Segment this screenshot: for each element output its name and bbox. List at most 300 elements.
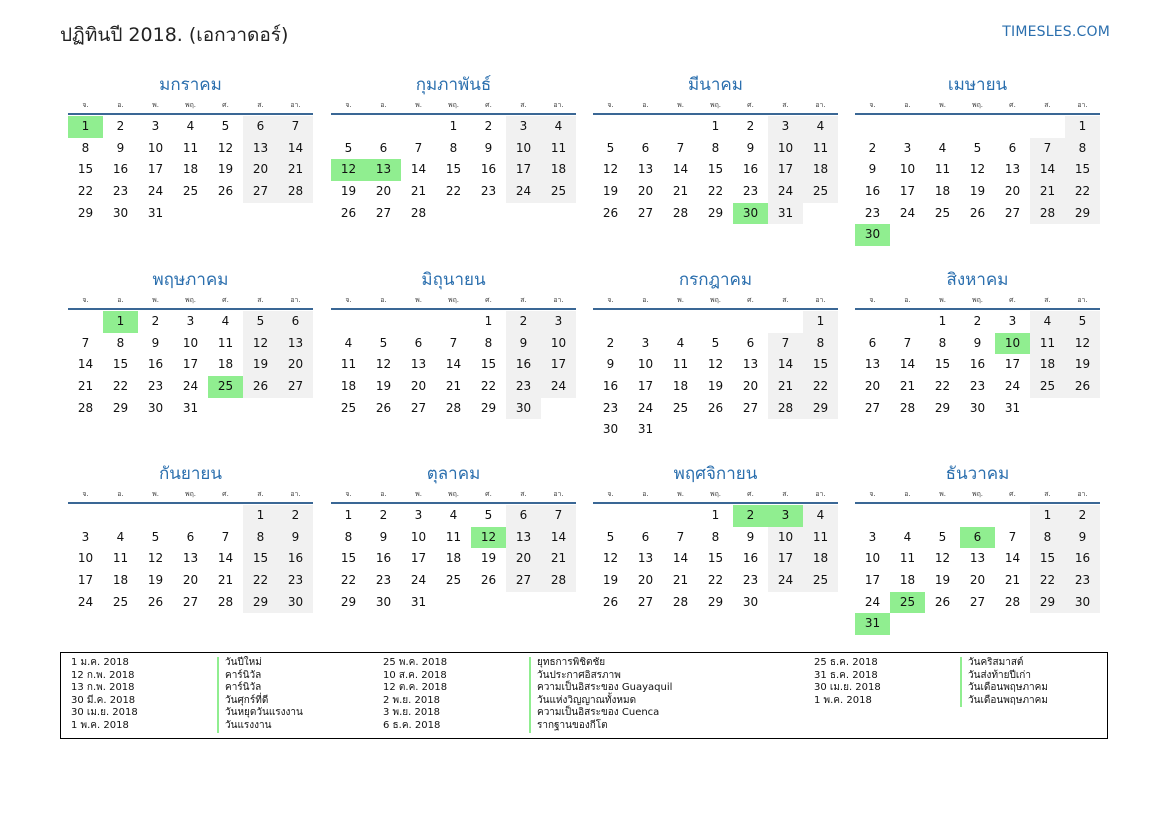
- day-cell: 4: [938, 140, 947, 155]
- month-calendar: [68, 73, 313, 224]
- empty-cell: [995, 505, 1030, 527]
- weekday-label: จ.: [869, 101, 876, 109]
- month-calendar: [68, 462, 313, 613]
- day-cell: 17: [541, 354, 576, 376]
- day-cell: 9: [506, 333, 541, 355]
- weekday-label: พ.: [415, 296, 422, 304]
- day-cell: 26: [147, 594, 164, 609]
- day-cell: 14: [1030, 159, 1065, 181]
- day-cell: 3: [1008, 314, 1017, 328]
- weekday-label: อ.: [117, 296, 124, 304]
- day-cell: 25: [1030, 376, 1065, 398]
- day-cell: 6: [506, 505, 541, 527]
- day-grid: [855, 311, 1100, 419]
- day-cell: 27: [410, 400, 427, 415]
- day-cell: 19: [243, 354, 278, 376]
- empty-cell: [331, 116, 366, 138]
- day-cell: 23: [480, 184, 497, 199]
- day-cell: 21: [445, 379, 462, 394]
- day-cell: 11: [445, 529, 462, 544]
- day-cell: 29: [112, 400, 129, 415]
- day-cell: 24: [77, 594, 94, 609]
- day-cell: 15: [445, 162, 462, 177]
- day-cell: 16: [742, 162, 759, 177]
- weekday-label: อา.: [815, 296, 826, 304]
- empty-cell: [890, 505, 925, 527]
- weekday-label: ส.: [782, 101, 789, 109]
- weekday-label: อ.: [380, 490, 387, 498]
- day-cell: 20: [637, 573, 654, 588]
- day-cell: 16: [112, 162, 129, 177]
- day-cell: 29: [243, 592, 278, 614]
- day-cell: 13: [637, 162, 654, 177]
- day-cell: 24: [182, 379, 199, 394]
- weekday-label: พ.: [152, 296, 159, 304]
- day-cell: 3: [641, 335, 650, 350]
- holiday-column-2: [383, 657, 672, 733]
- day-cell: 24: [899, 205, 916, 220]
- weekday-header: [331, 292, 576, 310]
- day-cell: 4: [1030, 311, 1065, 333]
- day-cell: 7: [1030, 138, 1065, 160]
- holiday-name: วันส่งท้ายปีเก่า: [960, 670, 1031, 683]
- day-cell: 6: [1008, 140, 1017, 155]
- holiday-day-cell: 1: [103, 311, 138, 333]
- day-cell: 20: [1004, 184, 1021, 199]
- weekday-label: อา.: [553, 101, 564, 109]
- weekday-label: พ.: [677, 490, 684, 498]
- day-cell: 12: [375, 357, 392, 372]
- day-cell: 2: [116, 119, 125, 133]
- weekday-label: อ.: [117, 101, 124, 109]
- day-cell: 24: [768, 181, 803, 203]
- day-cell: 14: [445, 357, 462, 372]
- day-cell: 3: [768, 116, 803, 138]
- day-grid: [331, 311, 576, 419]
- weekday-label: อา.: [553, 490, 564, 498]
- empty-cell: [960, 505, 995, 527]
- weekday-label: พ.: [939, 296, 946, 304]
- day-cell: 23: [864, 205, 881, 220]
- day-cell: 11: [672, 357, 689, 372]
- day-cell: 2: [1065, 505, 1100, 527]
- day-cell: 19: [602, 573, 619, 588]
- empty-cell: [208, 505, 243, 527]
- day-cell: 13: [410, 357, 427, 372]
- empty-cell: [68, 311, 103, 333]
- day-cell: 15: [112, 357, 129, 372]
- day-cell: 27: [243, 181, 278, 203]
- holiday-day-cell: 10: [995, 333, 1030, 355]
- day-cell: 13: [969, 551, 986, 566]
- day-cell: 19: [934, 573, 951, 588]
- day-cell: 2: [506, 311, 541, 333]
- day-cell: 22: [112, 379, 129, 394]
- empty-cell: [663, 311, 698, 333]
- weekday-label: ส.: [1044, 296, 1051, 304]
- holiday-list: [60, 652, 1108, 739]
- weekday-label: พฤ.: [447, 296, 460, 304]
- day-cell: 10: [506, 138, 541, 160]
- holiday-name: วันเดือนพฤษภาคม: [960, 695, 1048, 708]
- day-cell: 20: [243, 159, 278, 181]
- day-cell: 28: [278, 181, 313, 203]
- day-cell: 8: [81, 140, 90, 155]
- holiday-entry: [71, 657, 303, 670]
- holiday-column-3: [814, 657, 1048, 707]
- weekday-header: [331, 486, 576, 504]
- day-cell: 5: [151, 529, 160, 544]
- empty-cell: [628, 311, 663, 333]
- page-title: ปฏิทินปี 2018. (เอกวาดอร์): [60, 24, 289, 46]
- day-cell: 12: [969, 162, 986, 177]
- day-cell: 2: [278, 505, 313, 527]
- holiday-date: 6 ธ.ค. 2018: [383, 719, 441, 731]
- holiday-name: วันปีใหม่: [217, 657, 262, 670]
- day-cell: 20: [182, 573, 199, 588]
- day-cell: 27: [1004, 205, 1021, 220]
- day-grid: [68, 311, 313, 419]
- day-cell: 3: [81, 529, 90, 544]
- day-cell: 14: [768, 354, 803, 376]
- day-cell: 15: [707, 162, 724, 177]
- weekday-label: จ.: [869, 296, 876, 304]
- day-cell: 6: [641, 140, 650, 155]
- day-cell: 23: [506, 376, 541, 398]
- day-cell: 6: [243, 116, 278, 138]
- weekday-label: พ.: [152, 490, 159, 498]
- day-cell: 1: [1030, 505, 1065, 527]
- holiday-name: ความเป็นอิสระของ Cuenca: [529, 707, 659, 720]
- weekday-label: พ.: [677, 296, 684, 304]
- holiday-entry: [383, 657, 672, 670]
- weekday-label: จ.: [607, 101, 614, 109]
- day-cell: 7: [768, 333, 803, 355]
- day-cell: 6: [278, 311, 313, 333]
- day-cell: 26: [969, 205, 986, 220]
- weekday-label: ส.: [782, 490, 789, 498]
- day-cell: 20: [969, 573, 986, 588]
- day-cell: 27: [375, 205, 392, 220]
- day-cell: 12: [707, 357, 724, 372]
- holiday-column-1: [71, 657, 303, 733]
- weekday-label: พ.: [415, 101, 422, 109]
- weekday-label: อา.: [815, 490, 826, 498]
- day-cell: 28: [768, 398, 803, 420]
- day-cell: 26: [602, 594, 619, 609]
- day-cell: 19: [602, 184, 619, 199]
- weekday-label: ส.: [257, 296, 264, 304]
- day-cell: 22: [77, 184, 94, 199]
- day-cell: 4: [803, 116, 838, 138]
- weekday-label: อา.: [1077, 490, 1088, 498]
- day-cell: 23: [969, 379, 986, 394]
- holiday-day-cell: 6: [960, 527, 995, 549]
- holiday-entry: [71, 695, 303, 708]
- holiday-name: วันหยุดวันแรงงาน: [217, 707, 303, 720]
- day-cell: 31: [1004, 400, 1021, 415]
- day-cell: 9: [868, 162, 877, 177]
- day-cell: 5: [1065, 311, 1100, 333]
- day-cell: 2: [973, 314, 982, 328]
- empty-cell: [855, 116, 890, 138]
- day-cell: 16: [375, 551, 392, 566]
- day-cell: 23: [375, 573, 392, 588]
- day-cell: 17: [1004, 357, 1021, 372]
- month-name: ธันวาคม: [945, 464, 1010, 484]
- empty-cell: [628, 116, 663, 138]
- day-cell: 9: [606, 357, 615, 372]
- day-cell: 11: [1030, 333, 1065, 355]
- day-cell: 30: [112, 205, 129, 220]
- empty-cell: [855, 505, 890, 527]
- month-name: กรกฎาคม: [678, 270, 753, 290]
- holiday-day-cell: 2: [733, 505, 768, 527]
- day-cell: 21: [672, 573, 689, 588]
- day-cell: 17: [637, 379, 654, 394]
- holiday-date: 1 ม.ค. 2018: [71, 657, 129, 668]
- holiday-entry: [71, 682, 303, 695]
- day-grid: [68, 116, 313, 224]
- day-cell: 15: [934, 357, 951, 372]
- day-cell: 7: [81, 335, 90, 350]
- weekday-label: จ.: [607, 296, 614, 304]
- day-cell: 17: [410, 551, 427, 566]
- weekday-label: อา.: [1077, 101, 1088, 109]
- weekday-label: พฤ.: [184, 296, 197, 304]
- weekday-label: อ.: [117, 490, 124, 498]
- day-cell: 8: [243, 527, 278, 549]
- day-cell: 10: [182, 335, 199, 350]
- day-cell: 16: [147, 357, 164, 372]
- day-cell: 29: [480, 400, 497, 415]
- day-cell: 28: [899, 400, 916, 415]
- month-calendar: [593, 73, 838, 224]
- weekday-label: พ.: [415, 490, 422, 498]
- holiday-date: 30 มี.ค. 2018: [71, 694, 136, 706]
- day-cell: 13: [182, 551, 199, 566]
- weekday-label: ศ.: [485, 101, 492, 109]
- day-cell: 25: [340, 400, 357, 415]
- day-cell: 9: [1065, 527, 1100, 549]
- day-cell: 10: [77, 551, 94, 566]
- weekday-label: อ.: [642, 490, 649, 498]
- day-cell: 25: [803, 570, 838, 592]
- day-cell: 6: [414, 335, 423, 350]
- day-cell: 24: [768, 570, 803, 592]
- day-cell: 20: [864, 379, 881, 394]
- day-grid: [593, 116, 838, 224]
- day-cell: 10: [768, 527, 803, 549]
- holiday-name: วันแรงงาน: [217, 720, 271, 733]
- holiday-name: คาร์นิวัล: [217, 682, 261, 695]
- holiday-name: วันประกาศอิสรภาพ: [529, 670, 621, 683]
- holiday-date: 12 ก.พ. 2018: [71, 669, 135, 681]
- day-cell: 22: [445, 184, 462, 199]
- empty-cell: [103, 505, 138, 527]
- weekday-label: พฤ.: [971, 101, 984, 109]
- day-cell: 22: [480, 379, 497, 394]
- day-cell: 28: [410, 205, 427, 220]
- day-cell: 10: [768, 138, 803, 160]
- day-cell: 28: [77, 400, 94, 415]
- empty-cell: [890, 311, 925, 333]
- day-cell: 25: [112, 594, 129, 609]
- weekday-label: ศ.: [1009, 101, 1016, 109]
- day-cell: 4: [903, 529, 912, 544]
- holiday-entry: [383, 707, 672, 720]
- weekday-label: ส.: [782, 296, 789, 304]
- day-cell: 13: [637, 551, 654, 566]
- weekday-label: ศ.: [1009, 490, 1016, 498]
- day-cell: 15: [1030, 548, 1065, 570]
- day-cell: 16: [742, 551, 759, 566]
- day-cell: 29: [77, 205, 94, 220]
- day-cell: 19: [1065, 354, 1100, 376]
- holiday-date: 25 พ.ค. 2018: [383, 657, 448, 668]
- day-cell: 8: [116, 335, 125, 350]
- day-cell: 10: [541, 333, 576, 355]
- day-cell: 20: [506, 548, 541, 570]
- day-cell: 16: [506, 354, 541, 376]
- day-cell: 11: [182, 140, 199, 155]
- day-cell: 8: [1065, 138, 1100, 160]
- day-cell: 17: [899, 184, 916, 199]
- day-cell: 27: [637, 594, 654, 609]
- day-cell: 7: [414, 140, 423, 155]
- empty-cell: [733, 311, 768, 333]
- day-cell: 31: [768, 203, 803, 225]
- day-cell: 18: [672, 379, 689, 394]
- day-cell: 14: [77, 357, 94, 372]
- day-cell: 27: [637, 205, 654, 220]
- month-name: มีนาคม: [688, 75, 743, 95]
- weekday-label: อ.: [380, 101, 387, 109]
- empty-cell: [855, 311, 890, 333]
- day-cell: 7: [221, 529, 230, 544]
- day-cell: 23: [1065, 570, 1100, 592]
- day-cell: 21: [410, 184, 427, 199]
- day-cell: 27: [969, 594, 986, 609]
- day-cell: 19: [707, 379, 724, 394]
- day-cell: 9: [746, 140, 755, 155]
- weekday-label: พ.: [677, 101, 684, 109]
- day-cell: 5: [221, 119, 230, 133]
- weekday-label: จ.: [82, 490, 89, 498]
- day-cell: 3: [414, 508, 423, 522]
- month-name: กุมภาพันธ์: [415, 75, 492, 95]
- month-calendar: [855, 268, 1100, 419]
- day-cell: 28: [217, 594, 234, 609]
- day-cell: 14: [1004, 551, 1021, 566]
- holiday-date: 1 พ.ค. 2018: [814, 694, 872, 706]
- holiday-name: ความเป็นอิสระของ Guayaquil: [529, 682, 672, 695]
- holiday-day-cell: 12: [471, 527, 506, 549]
- day-cell: 24: [637, 400, 654, 415]
- empty-cell: [768, 311, 803, 333]
- day-cell: 5: [344, 140, 353, 155]
- day-cell: 3: [151, 119, 160, 133]
- day-cell: 27: [278, 376, 313, 398]
- day-cell: 12: [934, 551, 951, 566]
- day-cell: 16: [480, 162, 497, 177]
- holiday-name: ยุทธการพิชิตชัย: [529, 657, 605, 670]
- day-cell: 19: [480, 551, 497, 566]
- weekday-label: ศ.: [747, 490, 754, 498]
- day-cell: 10: [637, 357, 654, 372]
- day-cell: 9: [973, 335, 982, 350]
- holiday-date: 10 ส.ค. 2018: [383, 669, 447, 681]
- weekday-header: [855, 97, 1100, 115]
- weekday-label: อา.: [815, 101, 826, 109]
- day-cell: 22: [340, 573, 357, 588]
- day-cell: 12: [217, 140, 234, 155]
- day-cell: 27: [742, 400, 759, 415]
- day-cell: 11: [340, 357, 357, 372]
- day-cell: 28: [1004, 594, 1021, 609]
- day-cell: 28: [445, 400, 462, 415]
- holiday-name: คาร์นิวัล: [217, 670, 261, 683]
- weekday-label: พฤ.: [184, 101, 197, 109]
- holiday-date: 2 พ.ย. 2018: [383, 694, 440, 706]
- empty-cell: [995, 116, 1030, 138]
- day-cell: 30: [602, 422, 619, 437]
- empty-cell: [401, 116, 436, 138]
- weekday-label: อ.: [642, 296, 649, 304]
- weekday-label: ศ.: [1009, 296, 1016, 304]
- day-cell: 11: [899, 551, 916, 566]
- day-cell: 24: [506, 181, 541, 203]
- day-cell: 31: [147, 205, 164, 220]
- day-cell: 25: [445, 573, 462, 588]
- holiday-day-cell: 31: [855, 613, 890, 635]
- holiday-name: วันเดือนพฤษภาคม: [960, 682, 1048, 695]
- day-cell: 21: [541, 548, 576, 570]
- day-cell: 31: [637, 422, 654, 437]
- day-cell: 20: [742, 379, 759, 394]
- empty-cell: [663, 116, 698, 138]
- day-cell: 1: [1065, 116, 1100, 138]
- day-cell: 21: [768, 376, 803, 398]
- day-cell: 29: [707, 594, 724, 609]
- day-cell: 11: [541, 138, 576, 160]
- day-cell: 8: [938, 335, 947, 350]
- month-name: ตุลาคม: [426, 464, 481, 484]
- day-cell: 9: [116, 140, 125, 155]
- day-cell: 2: [606, 335, 615, 350]
- brand-link[interactable]: TIMESLES.COM: [1002, 24, 1110, 40]
- day-cell: 4: [221, 314, 230, 328]
- day-cell: 14: [278, 138, 313, 160]
- day-cell: 17: [768, 548, 803, 570]
- weekday-label: อ.: [904, 490, 911, 498]
- day-cell: 20: [375, 184, 392, 199]
- month-name: มิถุนายน: [421, 270, 486, 290]
- day-cell: 29: [803, 398, 838, 420]
- holiday-entry: [814, 657, 1048, 670]
- day-cell: 17: [506, 159, 541, 181]
- month-calendar: [331, 268, 576, 419]
- day-cell: 14: [410, 162, 427, 177]
- empty-cell: [925, 505, 960, 527]
- day-cell: 30: [147, 400, 164, 415]
- day-cell: 29: [934, 400, 951, 415]
- empty-cell: [401, 311, 436, 333]
- weekday-header: [593, 97, 838, 115]
- day-cell: 21: [278, 159, 313, 181]
- empty-cell: [628, 505, 663, 527]
- day-cell: 26: [340, 205, 357, 220]
